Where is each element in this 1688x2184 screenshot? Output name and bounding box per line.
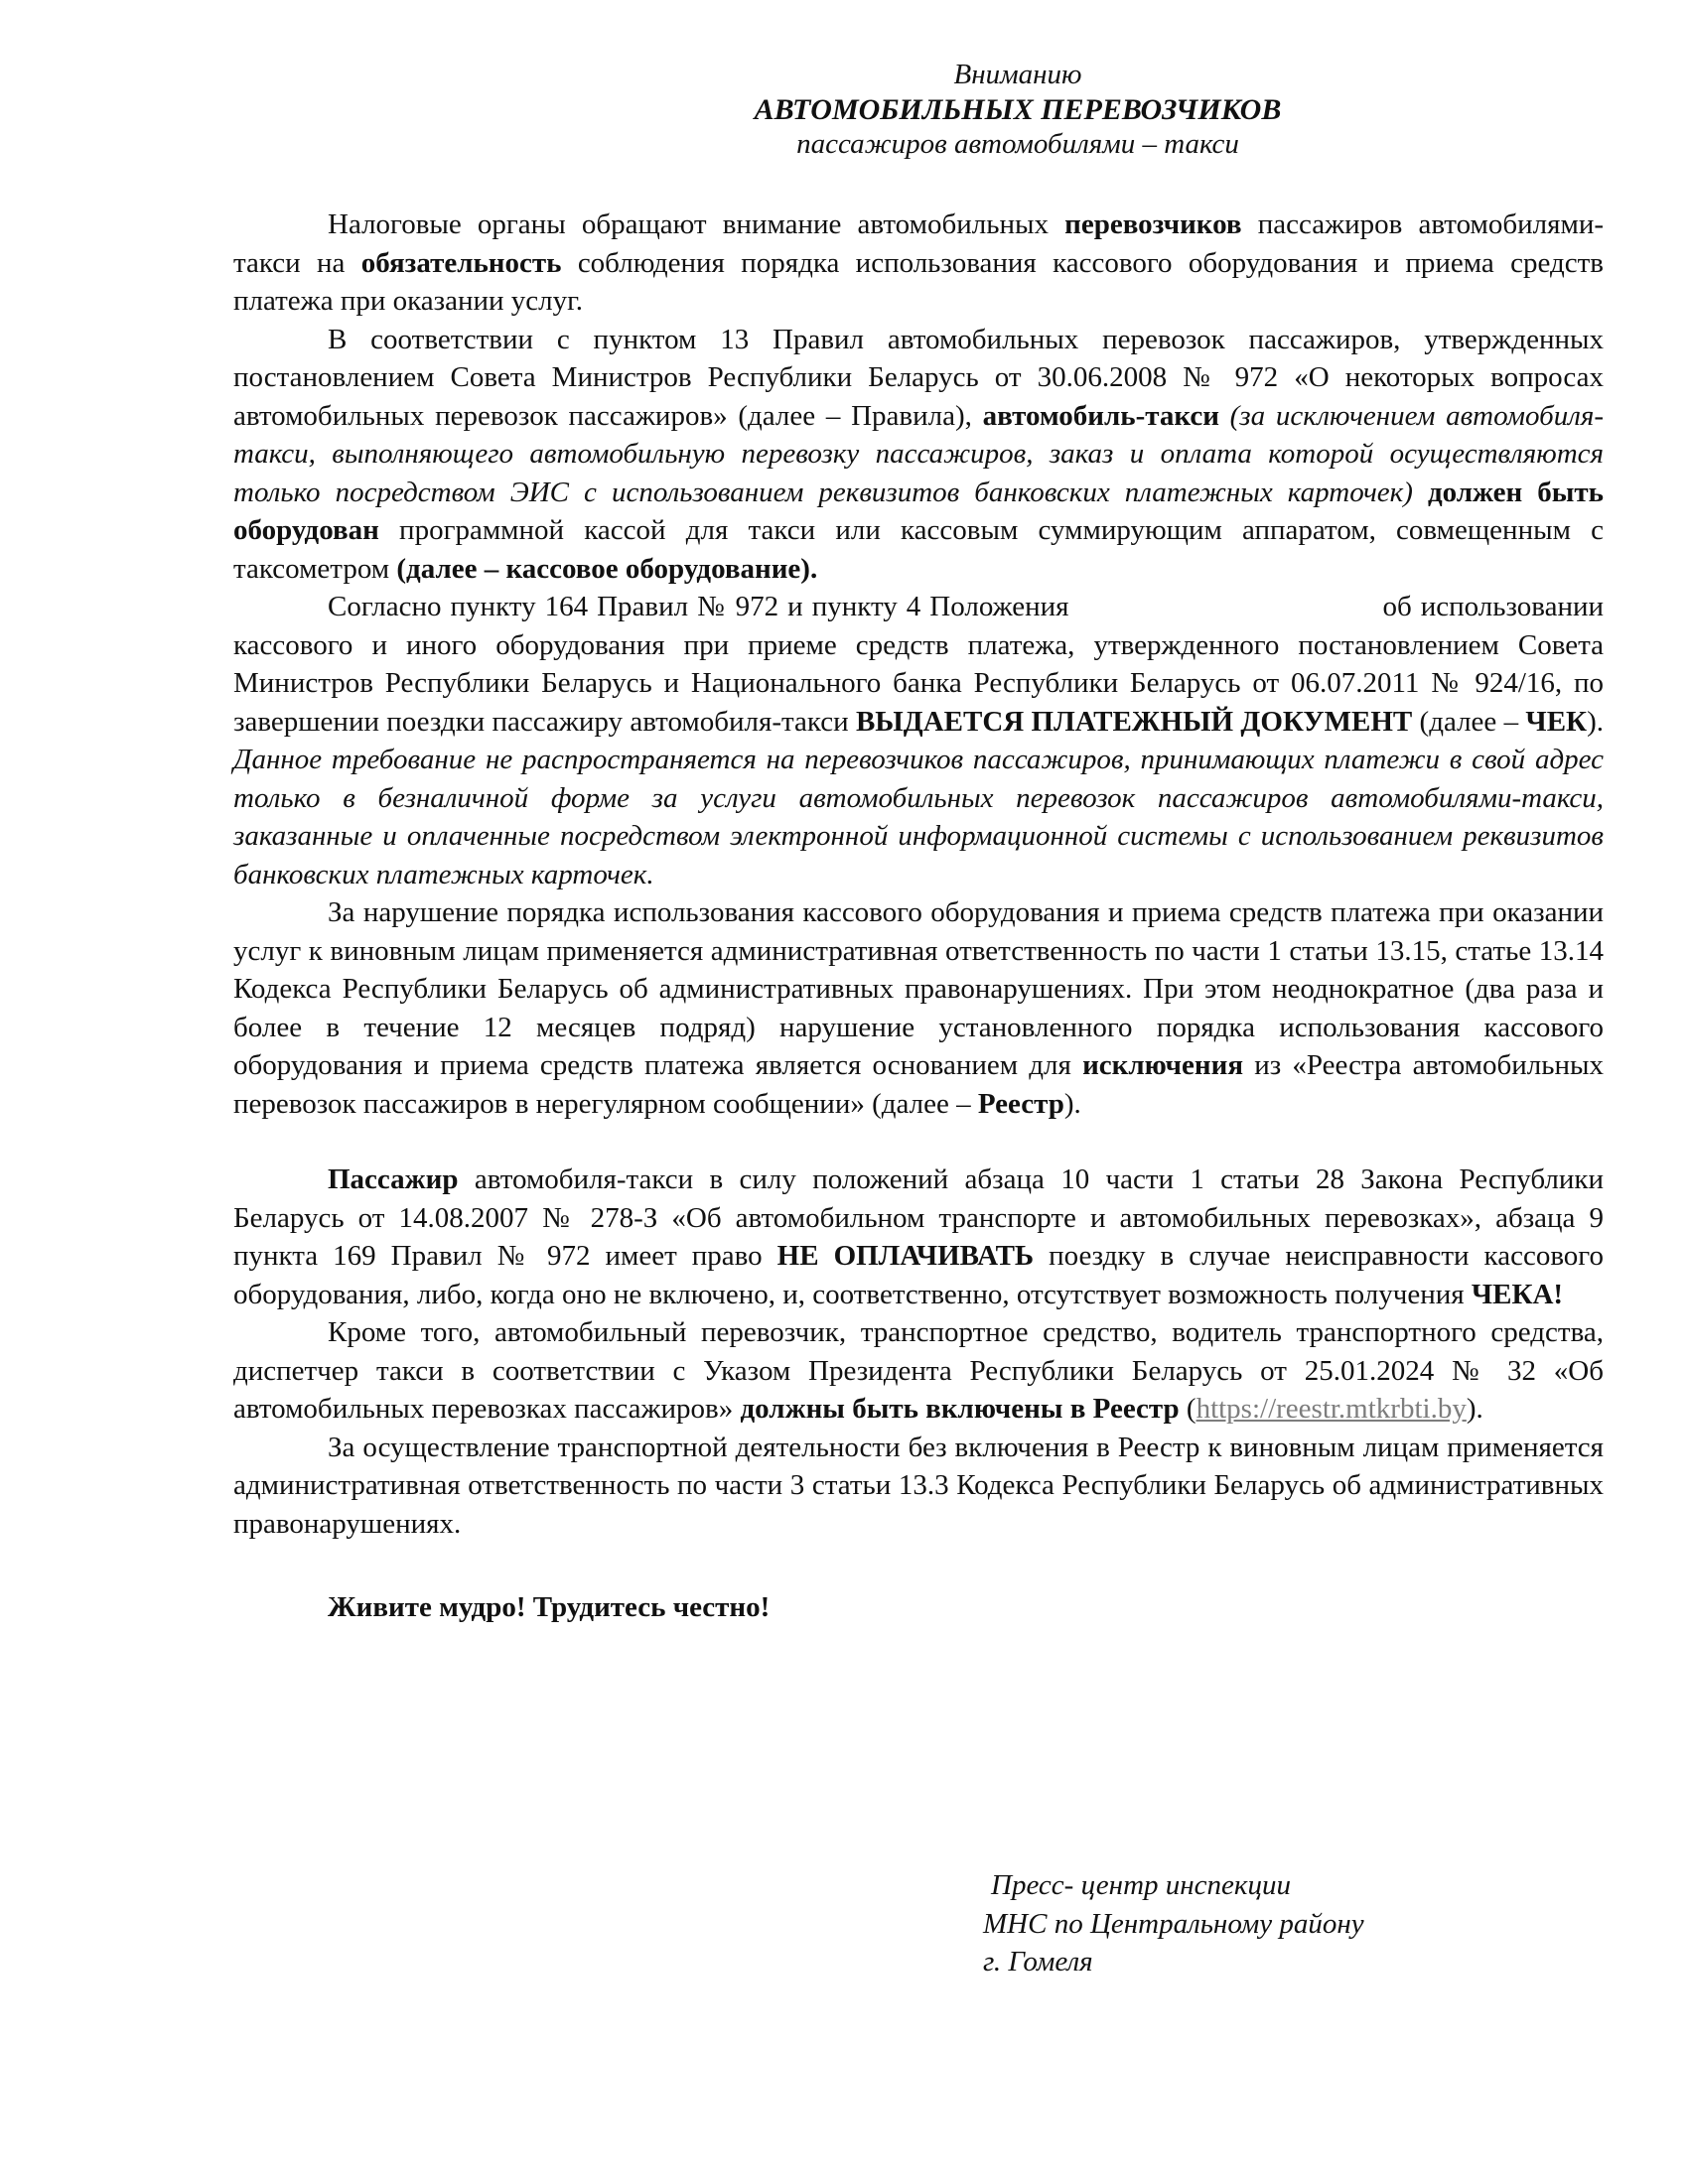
p4-bold-exclusion: исключения <box>1082 1049 1244 1081</box>
p7-text-1: За осуществление транспортной деятельности без включения в Реестр к виновным лицам применяется административная ответственность по части 3 статьи 13.3 Кодекса Республики Беларусь об административных правонарушениях. <box>233 1431 1604 1540</box>
signature-block <box>983 1866 1364 1981</box>
signature-line-1: Пресс- центр инспекции <box>991 1869 1291 1901</box>
p5-text-1: автомобиля-такси в силу положений абзаца 10 части 1 статьи 28 Закона Республики Беларусь от 14.08.2007 № 278-З «Об автомобильном транспорте и автомобильных перевозках», абзаца 9 пункта 169 Правил № 972 имеет право <box>233 1163 1604 1272</box>
p2-text-1: В соответствии с пунктом 13 Правил автомобильных перевозок пассажиров, утвержденных постановлением Совета Министров Республики Беларусь от 30.06.2008 № 972 «О некоторых вопросах автомобильных перевозок пассажиров» (далее – Правила), <box>233 323 1604 432</box>
paragraph-1 <box>233 205 1604 321</box>
paragraph-3 <box>233 588 1612 893</box>
paragraph-6 <box>233 1313 1604 1429</box>
paragraph-2 <box>233 321 1604 589</box>
p2-bold-must-be-equipped: должен быть оборудован <box>233 476 1604 546</box>
registry-link[interactable]: https://reestr.mtkrbti.by <box>1196 1393 1467 1425</box>
p2-text-3: программной кассой для такси или кассовым суммирующим аппаратом, совмещенным с таксометром <box>233 514 1604 585</box>
p4-text-3: ). <box>1063 1087 1081 1120</box>
p2-text-2 <box>1413 477 1428 508</box>
p6-text-2: ( <box>1179 1393 1196 1425</box>
p4-text-1: За нарушение порядка использования кассового оборудования и приема средств платежа при оказании услуг к виновным лицам применяется административная ответственность по части 1 статьи 13.15, статье 13.14 Кодекса Республики Беларусь об административных правонарушениях. При этом неоднократное (два раза и более в течение 12 месяцев подряд) нарушение установленного порядка использования кассового оборудования и приема средств платежа является основанием для <box>233 896 1604 1081</box>
signature-line-3: г. Гомеля <box>983 1946 1093 1978</box>
p2-bold-cash-equipment: (далее – кассовое оборудование). <box>396 552 818 585</box>
heading-title: АВТОМОБИЛЬНЫХ ПЕРЕВОЗЧИКОВ <box>754 93 1282 126</box>
p3-bold-payment-document: ВЫДАЕТСЯ ПЛАТЕЖНЫЙ ДОКУМЕНТ <box>855 705 1413 738</box>
document-body <box>233 205 1612 1627</box>
p5-bold-check: ЧЕКА! <box>1471 1278 1564 1310</box>
p4-text-2: из «Реестра автомобильных перевозок пассажиров в нерегулярном сообщении» (далее – <box>233 1049 1604 1120</box>
p1-text-3: соблюдения порядка использования кассового оборудования и приема средств платежа при оказании услуг. <box>233 246 1604 317</box>
p4-bold-registry: Реестр <box>977 1087 1064 1120</box>
heading-subtitle: пассажиров автомобилями – такси <box>796 128 1239 160</box>
heading-top-line: Вниманию <box>953 59 1082 90</box>
p6-text-1: Кроме того, автомобильный перевозчик, транспортное средство, водитель транспортного средства, диспетчер такси в соответствии с Указом Президента Республики Беларусь от 25.01.2024 № 32 «Об автомобильных перевозках пассажиров» <box>233 1316 1604 1425</box>
p3-bold-check: ЧЕК <box>1525 705 1588 738</box>
p5-bold-not-pay: НЕ ОПЛАЧИВАТЬ <box>776 1240 1035 1272</box>
p5-text-2: поездку в случае неисправности кассового оборудования, либо, когда оно не включено, и, соответственно, отсутствует возможность получения <box>233 1240 1604 1310</box>
paragraph-4 <box>233 893 1604 1123</box>
p1-bold-carriers: перевозчиков <box>1064 208 1242 240</box>
p3-italic-exemption: Данное требование не распространяется на перевозчиков пассажиров, принимающих платежи в свой адрес только в безналичной форме за услуги автомобильных перевозок пассажиров автомобилями-такси, заказанные и оплаченные посредством электронной информационной системы с использованием реквизитов банковских платежных карточек. <box>233 744 1612 890</box>
p2-bold-taxi: автомобиль-такси <box>982 399 1219 432</box>
p2-italic-exception: (за исключением автомобиля-такси, выполняющего автомобильную перевозку пассажиров, заказ и оплата которой осуществляются только посредством ЭИС с использованием реквизитов банковских платежных карточек) <box>233 399 1604 508</box>
p3-text-2: (далее – <box>1412 705 1526 738</box>
paragraph-spacer <box>233 1543 1604 1588</box>
p6-text-3: ). <box>1466 1393 1483 1425</box>
paragraph-spacer <box>233 1123 1604 1160</box>
p6-bold-must-be-included: должны быть включены в Реестр <box>740 1393 1180 1425</box>
p3-text-1: Согласно пункту 164 Правил № 972 и пункту 4 Положения об использовании кассового и иного оборудования при приеме средств платежа, утвержденного постановлением Совета Министров Республики Беларусь и Национального банка Республики Беларусь от 06.07.2011 № 924/16, по завершении поездки пассажиру автомобиля-такси <box>233 591 1612 738</box>
paragraph-7 <box>233 1429 1604 1544</box>
p1-bold-obligation: обязательность <box>360 246 562 279</box>
p1-text-2: пассажиров автомобилями-такси на <box>233 208 1604 279</box>
paragraph-5 <box>233 1160 1604 1313</box>
slogan: Живите мудро! Трудитесь честно! <box>328 1591 771 1623</box>
p1-text-1: Налоговые органы обращают внимание автомобильных <box>328 208 1065 240</box>
document-heading <box>432 58 1604 162</box>
p3-text-3: ). <box>1587 705 1612 738</box>
signature-line-2: МНС по Центральному району <box>983 1907 1364 1940</box>
p5-bold-passenger: Пассажир <box>328 1163 459 1195</box>
document-page <box>233 58 1612 1627</box>
